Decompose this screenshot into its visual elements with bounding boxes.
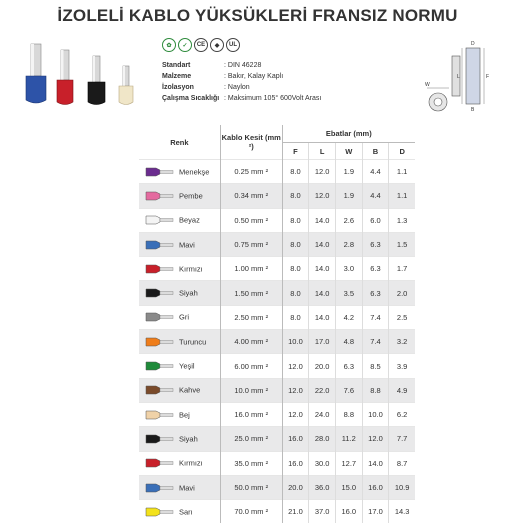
dim-d-cell: 2.5 bbox=[389, 305, 415, 329]
spec-key: İzolasyon bbox=[162, 82, 224, 93]
ferrule-swatch-icon bbox=[145, 167, 175, 177]
table-row bbox=[139, 402, 415, 426]
table-row bbox=[139, 305, 415, 329]
color-cell bbox=[139, 475, 220, 499]
dim-d-cell: 1.5 bbox=[389, 232, 415, 256]
ferrule-swatch-icon bbox=[145, 410, 175, 420]
spec-list bbox=[162, 60, 321, 104]
color-cell bbox=[139, 160, 220, 184]
color-name: Sarı bbox=[179, 507, 193, 516]
color-cell bbox=[139, 500, 220, 523]
color-name: Kahve bbox=[179, 386, 200, 395]
dim-b-cell: 8.5 bbox=[362, 354, 389, 378]
table-row bbox=[139, 208, 415, 232]
color-name: Pembe bbox=[179, 191, 203, 200]
color-cell bbox=[139, 305, 220, 329]
dim-f-cell: 16.0 bbox=[282, 451, 309, 475]
kesit-cell: 0.50 mm ² bbox=[220, 208, 282, 232]
table-body bbox=[139, 160, 415, 523]
color-cell bbox=[139, 451, 220, 475]
color-cell bbox=[139, 257, 220, 281]
dimension-diagram bbox=[424, 38, 504, 114]
ferrule-swatch-icon bbox=[145, 288, 175, 298]
spec-key: Çalışma Sıcaklığı bbox=[162, 93, 224, 104]
kesit-cell: 4.00 mm ² bbox=[220, 330, 282, 354]
dim-w-cell: 8.8 bbox=[335, 402, 362, 426]
kesit-cell: 70.0 mm ² bbox=[220, 500, 282, 523]
dim-b-cell: 14.0 bbox=[362, 451, 389, 475]
table-row bbox=[139, 427, 415, 451]
dim-b-cell: 6.0 bbox=[362, 208, 389, 232]
dim-d-cell: 6.2 bbox=[389, 402, 415, 426]
spec-row bbox=[162, 60, 321, 71]
color-name: Mavi bbox=[179, 483, 195, 492]
kesit-cell: 50.0 mm ² bbox=[220, 475, 282, 499]
ferrule-swatch-icon bbox=[145, 191, 175, 201]
ferrule-product-image bbox=[22, 42, 142, 108]
dim-b-cell: 4.4 bbox=[362, 160, 389, 184]
dim-w-cell: 6.3 bbox=[335, 354, 362, 378]
table-row bbox=[139, 500, 415, 523]
dim-f-cell: 20.0 bbox=[282, 475, 309, 499]
dim-w-cell: 12.7 bbox=[335, 451, 362, 475]
kesit-cell: 35.0 mm ² bbox=[220, 451, 282, 475]
color-cell bbox=[139, 354, 220, 378]
color-name: Menekşe bbox=[179, 167, 209, 176]
spec-key: Malzeme bbox=[162, 71, 224, 82]
table-row bbox=[139, 257, 415, 281]
kesit-cell: 10.0 mm ² bbox=[220, 378, 282, 402]
dim-b-cell: 6.3 bbox=[362, 257, 389, 281]
table-row bbox=[139, 451, 415, 475]
spec-value: : Maksimum 105° 600Volt Arası bbox=[224, 93, 321, 104]
dim-w-cell: 3.0 bbox=[335, 257, 362, 281]
dim-w-cell: 4.2 bbox=[335, 305, 362, 329]
dim-l-cell: 14.0 bbox=[309, 208, 336, 232]
dim-w-cell: 7.6 bbox=[335, 378, 362, 402]
table-row bbox=[139, 475, 415, 499]
table-row bbox=[139, 354, 415, 378]
dim-l-cell: 12.0 bbox=[309, 184, 336, 208]
color-name: Turuncu bbox=[179, 337, 206, 346]
dim-d-cell: 3.9 bbox=[389, 354, 415, 378]
dim-d-cell: 10.9 bbox=[389, 475, 415, 499]
color-name: Yeşil bbox=[179, 362, 195, 371]
color-name: Bej bbox=[179, 410, 190, 419]
color-cell bbox=[139, 184, 220, 208]
color-cell bbox=[139, 281, 220, 305]
dim-d-cell: 1.3 bbox=[389, 208, 415, 232]
dim-f-cell: 21.0 bbox=[282, 500, 309, 523]
dim-f-cell: 10.0 bbox=[282, 330, 309, 354]
diagram-label-l: L bbox=[457, 74, 460, 80]
dim-f-cell: 12.0 bbox=[282, 354, 309, 378]
kesit-cell: 2.50 mm ² bbox=[220, 305, 282, 329]
color-name: Kırmızı bbox=[179, 264, 203, 273]
diagram-label-b: B bbox=[471, 107, 475, 113]
ve-icon: ◆ bbox=[210, 38, 224, 52]
ferrule-swatch-icon bbox=[145, 361, 175, 371]
kesit-cell: 16.0 mm ² bbox=[220, 402, 282, 426]
dim-l-cell: 24.0 bbox=[309, 402, 336, 426]
ferrule-swatch-icon bbox=[145, 240, 175, 250]
dim-l-cell: 22.0 bbox=[309, 378, 336, 402]
ferrule-swatch-icon bbox=[145, 215, 175, 225]
dim-l-cell: 37.0 bbox=[309, 500, 336, 523]
dim-l-cell: 14.0 bbox=[309, 281, 336, 305]
dim-b-cell: 12.0 bbox=[362, 427, 389, 451]
dim-l-cell: 20.0 bbox=[309, 354, 336, 378]
dim-f-cell: 8.0 bbox=[282, 305, 309, 329]
dim-b-cell: 16.0 bbox=[362, 475, 389, 499]
table-row bbox=[139, 330, 415, 354]
dim-w-cell: 2.8 bbox=[335, 232, 362, 256]
dim-f-cell: 8.0 bbox=[282, 232, 309, 256]
dim-w-cell: 11.2 bbox=[335, 427, 362, 451]
kesit-cell: 0.75 mm ² bbox=[220, 232, 282, 256]
color-name: Siyah bbox=[179, 289, 198, 298]
ferrule-swatch-icon bbox=[145, 312, 175, 322]
table-row bbox=[139, 281, 415, 305]
dim-d-cell: 7.7 bbox=[389, 427, 415, 451]
dim-d-cell: 8.7 bbox=[389, 451, 415, 475]
header-dim-f: F bbox=[282, 143, 309, 160]
dim-d-cell: 2.0 bbox=[389, 281, 415, 305]
dim-f-cell: 12.0 bbox=[282, 378, 309, 402]
color-cell bbox=[139, 208, 220, 232]
color-cell bbox=[139, 232, 220, 256]
ul-icon: UL bbox=[226, 38, 240, 52]
dim-w-cell: 1.9 bbox=[335, 160, 362, 184]
dim-l-cell: 28.0 bbox=[309, 427, 336, 451]
spec-key: Standart bbox=[162, 60, 224, 71]
spec-row bbox=[162, 71, 321, 82]
dim-f-cell: 8.0 bbox=[282, 160, 309, 184]
diagram-label-d: D bbox=[471, 41, 475, 47]
dim-b-cell: 10.0 bbox=[362, 402, 389, 426]
dim-w-cell: 16.0 bbox=[335, 500, 362, 523]
dim-f-cell: 12.0 bbox=[282, 402, 309, 426]
dim-b-cell: 6.3 bbox=[362, 281, 389, 305]
spec-row bbox=[162, 82, 321, 93]
table-row bbox=[139, 160, 415, 184]
color-name: Gri bbox=[179, 313, 189, 322]
header-dim-w: W bbox=[335, 143, 362, 160]
dim-b-cell: 8.8 bbox=[362, 378, 389, 402]
kesit-cell: 1.00 mm ² bbox=[220, 257, 282, 281]
ferrule-swatch-icon bbox=[145, 434, 175, 444]
dim-w-cell: 2.6 bbox=[335, 208, 362, 232]
ferrule-size-table-wrapper bbox=[139, 125, 415, 523]
dim-b-cell: 4.4 bbox=[362, 184, 389, 208]
dim-d-cell: 1.1 bbox=[389, 160, 415, 184]
dim-w-cell: 4.8 bbox=[335, 330, 362, 354]
dim-l-cell: 17.0 bbox=[309, 330, 336, 354]
header-renk: Renk bbox=[139, 125, 220, 160]
dim-b-cell: 6.3 bbox=[362, 232, 389, 256]
color-cell bbox=[139, 427, 220, 451]
dim-f-cell: 8.0 bbox=[282, 208, 309, 232]
certification-badges bbox=[162, 38, 240, 52]
table-row bbox=[139, 232, 415, 256]
kesit-cell: 25.0 mm ² bbox=[220, 427, 282, 451]
dim-b-cell: 17.0 bbox=[362, 500, 389, 523]
dim-b-cell: 7.4 bbox=[362, 305, 389, 329]
ferrule-swatch-icon bbox=[145, 264, 175, 274]
color-cell bbox=[139, 330, 220, 354]
dim-f-cell: 8.0 bbox=[282, 281, 309, 305]
color-name: Kırmızı bbox=[179, 459, 203, 468]
ferrule-swatch-icon bbox=[145, 507, 175, 517]
dim-d-cell: 1.1 bbox=[389, 184, 415, 208]
header-kablo-kesit: Kablo Kesit (mm ²) bbox=[220, 125, 282, 160]
diagram-label-w: W bbox=[425, 82, 430, 88]
page-title: İZOLELİ KABLO YÜKSÜKLERİ FRANSIZ NORMU bbox=[0, 6, 515, 26]
leaf-icon: ✿ bbox=[162, 38, 176, 52]
dim-l-cell: 14.0 bbox=[309, 257, 336, 281]
header-dim-b: B bbox=[362, 143, 389, 160]
dim-d-cell: 4.9 bbox=[389, 378, 415, 402]
table-row bbox=[139, 378, 415, 402]
color-name: Siyah bbox=[179, 434, 198, 443]
header-dim-l: L bbox=[309, 143, 336, 160]
ferrule-swatch-icon bbox=[145, 337, 175, 347]
spec-value: : Naylon bbox=[224, 82, 250, 93]
header-dim-d: D bbox=[389, 143, 415, 160]
dim-l-cell: 36.0 bbox=[309, 475, 336, 499]
ferrule-swatch-icon bbox=[145, 385, 175, 395]
color-cell bbox=[139, 402, 220, 426]
dim-l-cell: 14.0 bbox=[309, 232, 336, 256]
dim-d-cell: 14.3 bbox=[389, 500, 415, 523]
kesit-cell: 0.25 mm ² bbox=[220, 160, 282, 184]
dim-d-cell: 3.2 bbox=[389, 330, 415, 354]
ce-icon: CE bbox=[194, 38, 208, 52]
dim-f-cell: 8.0 bbox=[282, 184, 309, 208]
kesit-cell: 0.34 mm ² bbox=[220, 184, 282, 208]
diagram-label-f: F bbox=[486, 74, 489, 80]
dim-w-cell: 3.5 bbox=[335, 281, 362, 305]
dim-w-cell: 15.0 bbox=[335, 475, 362, 499]
ferrule-swatch-icon bbox=[145, 483, 175, 493]
color-name: Mavi bbox=[179, 240, 195, 249]
spec-value: : DIN 46228 bbox=[224, 60, 261, 71]
ferrule-swatch-icon bbox=[145, 458, 175, 468]
dim-f-cell: 16.0 bbox=[282, 427, 309, 451]
ferrule-size-table bbox=[139, 125, 415, 523]
color-cell bbox=[139, 378, 220, 402]
dim-l-cell: 14.0 bbox=[309, 305, 336, 329]
check-icon: ✓ bbox=[178, 38, 192, 52]
dim-d-cell: 1.7 bbox=[389, 257, 415, 281]
table-row bbox=[139, 184, 415, 208]
header-ebatlar: Ebatlar (mm) bbox=[282, 125, 415, 143]
kesit-cell: 1.50 mm ² bbox=[220, 281, 282, 305]
spec-row bbox=[162, 93, 321, 104]
dim-f-cell: 8.0 bbox=[282, 257, 309, 281]
dim-b-cell: 7.4 bbox=[362, 330, 389, 354]
kesit-cell: 6.00 mm ² bbox=[220, 354, 282, 378]
dim-w-cell: 1.9 bbox=[335, 184, 362, 208]
dim-l-cell: 30.0 bbox=[309, 451, 336, 475]
spec-value: : Bakır, Kalay Kaplı bbox=[224, 71, 283, 82]
color-name: Beyaz bbox=[179, 216, 200, 225]
dim-l-cell: 12.0 bbox=[309, 160, 336, 184]
